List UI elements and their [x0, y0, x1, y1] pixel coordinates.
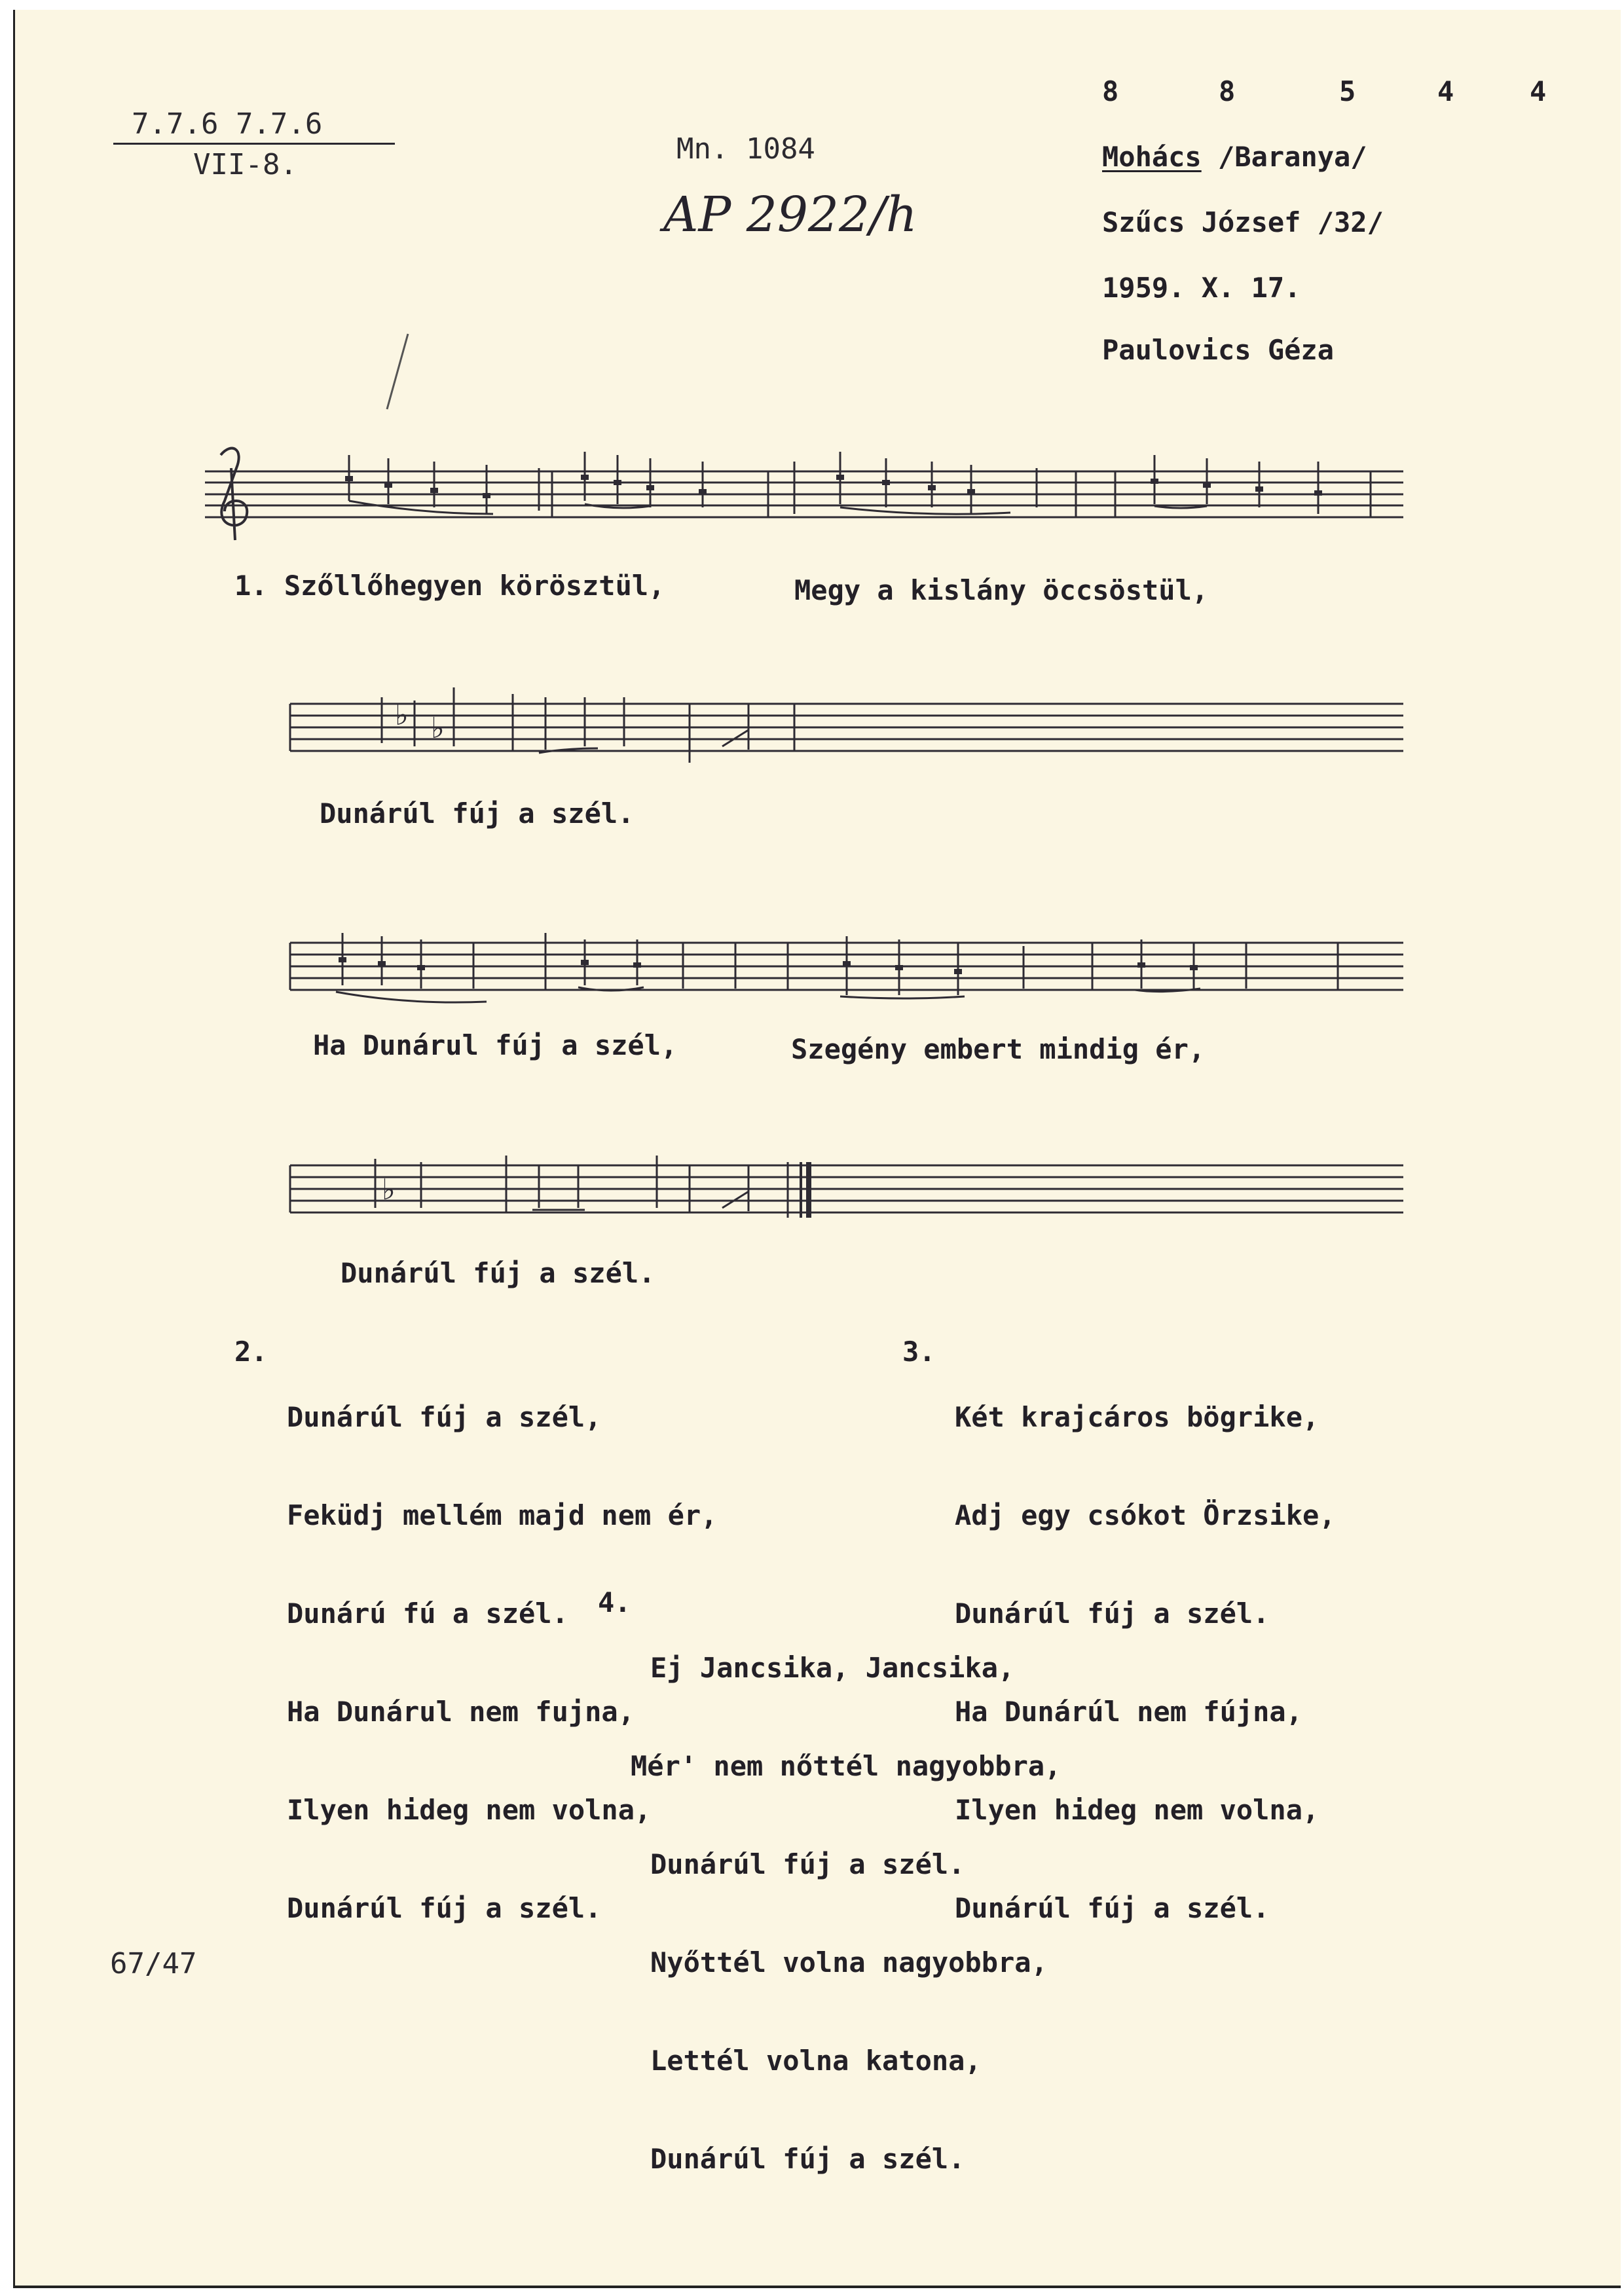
verse-line: Dunárúl fúj a szél.: [955, 1892, 1270, 1924]
verse-line: Nyőttél volna nagyobbra,: [650, 1946, 1048, 1978]
verse-number: 4.: [598, 1586, 631, 1618]
collector: Paulovics Géza: [1102, 334, 1335, 366]
page-reference: 67/47: [110, 1947, 197, 1980]
verse-line: Lettél volna katona,: [650, 2045, 982, 2077]
scale-digit: 8: [1219, 75, 1236, 107]
record-location: [1102, 141, 1367, 173]
verse-2: [234, 1336, 718, 1924]
verse-line: Dunárúl fúj a szél,: [287, 1401, 602, 1433]
pencil-mark: [382, 331, 421, 416]
meter-bottom: VII-8.: [193, 148, 297, 181]
verse-line: Dunárúl fúj a szél.: [650, 1848, 965, 1880]
verse-number: 3.: [902, 1336, 936, 1368]
verse-line: Feküdj mellém majd nem ér,: [287, 1499, 718, 1531]
music-staff-3: [290, 923, 1403, 1028]
flat-icon: ♭: [395, 699, 409, 732]
scale-digit: 4: [1530, 75, 1547, 107]
meter-top: 7.7.6 7.7.6: [132, 107, 323, 141]
flat-icon: ♭: [431, 712, 445, 745]
scale-digits: [1102, 75, 1560, 115]
verse-lines: [631, 1586, 1061, 2241]
flat-icon: ♭: [382, 1173, 396, 1207]
verse-line: Ilyen hideg nem volna,: [955, 1794, 1320, 1826]
performer: Szűcs József /32/: [1102, 206, 1384, 238]
location-name: Mohács: [1102, 141, 1202, 173]
archival-page: [13, 10, 1621, 2288]
verse-3: [902, 1336, 1336, 1924]
scale-digit: 5: [1339, 75, 1356, 107]
verse-line: Dunárúl fúj a szél.: [955, 1597, 1270, 1630]
scale-digit: 4: [1437, 75, 1454, 107]
lyric-line: Dunárúl fúj a szél.: [341, 1257, 655, 1289]
verse-line: Ha Dunárul nem fujna,: [287, 1696, 635, 1728]
handwritten-code: AP 2922/h: [663, 187, 917, 243]
record-date: 1959. X. 17.: [1102, 272, 1301, 304]
verse-line: Adj egy csókot Örzsike,: [955, 1499, 1336, 1531]
music-staff-2: [290, 684, 1403, 789]
lyric-line: Ha Dunárul fúj a szél,: [313, 1029, 678, 1061]
verse-number: 2.: [234, 1336, 268, 1368]
verse-4: [598, 1586, 1061, 2175]
lyric-line: 1. Szőllőhegyen körösztül,: [234, 570, 665, 602]
verse-line: Dunárúl fúj a szél.: [650, 2143, 965, 2175]
verse-line: Mér' nem nőttél nagyobbra,: [631, 1750, 1061, 1782]
verse-line: Ilyen hideg nem volna,: [287, 1794, 652, 1826]
meter-divider: [113, 143, 395, 145]
verse-line: Ha Dunárúl nem fújna,: [955, 1696, 1303, 1728]
scale-digit: 8: [1102, 75, 1119, 107]
verse-line: Ej Jancsika, Jancsika,: [650, 1652, 1015, 1684]
lyric-line: Megy a kislány öccsöstül,: [794, 574, 1209, 606]
lyric-line: Szegény embert mindig ér,: [791, 1033, 1206, 1065]
verse-line: Két krajcáros bögrike,: [955, 1401, 1320, 1433]
music-staff-4: [290, 1146, 1403, 1250]
catalog-number: Mn. 1084: [676, 132, 815, 166]
verse-line: Dunárú fú a szél.: [287, 1597, 568, 1630]
county-name: /Baranya/: [1218, 141, 1367, 173]
lyric-line: Dunárúl fúj a szél.: [320, 797, 635, 829]
music-staff-1: [205, 442, 1403, 560]
verse-line: Dunárúl fúj a szél.: [287, 1892, 602, 1924]
